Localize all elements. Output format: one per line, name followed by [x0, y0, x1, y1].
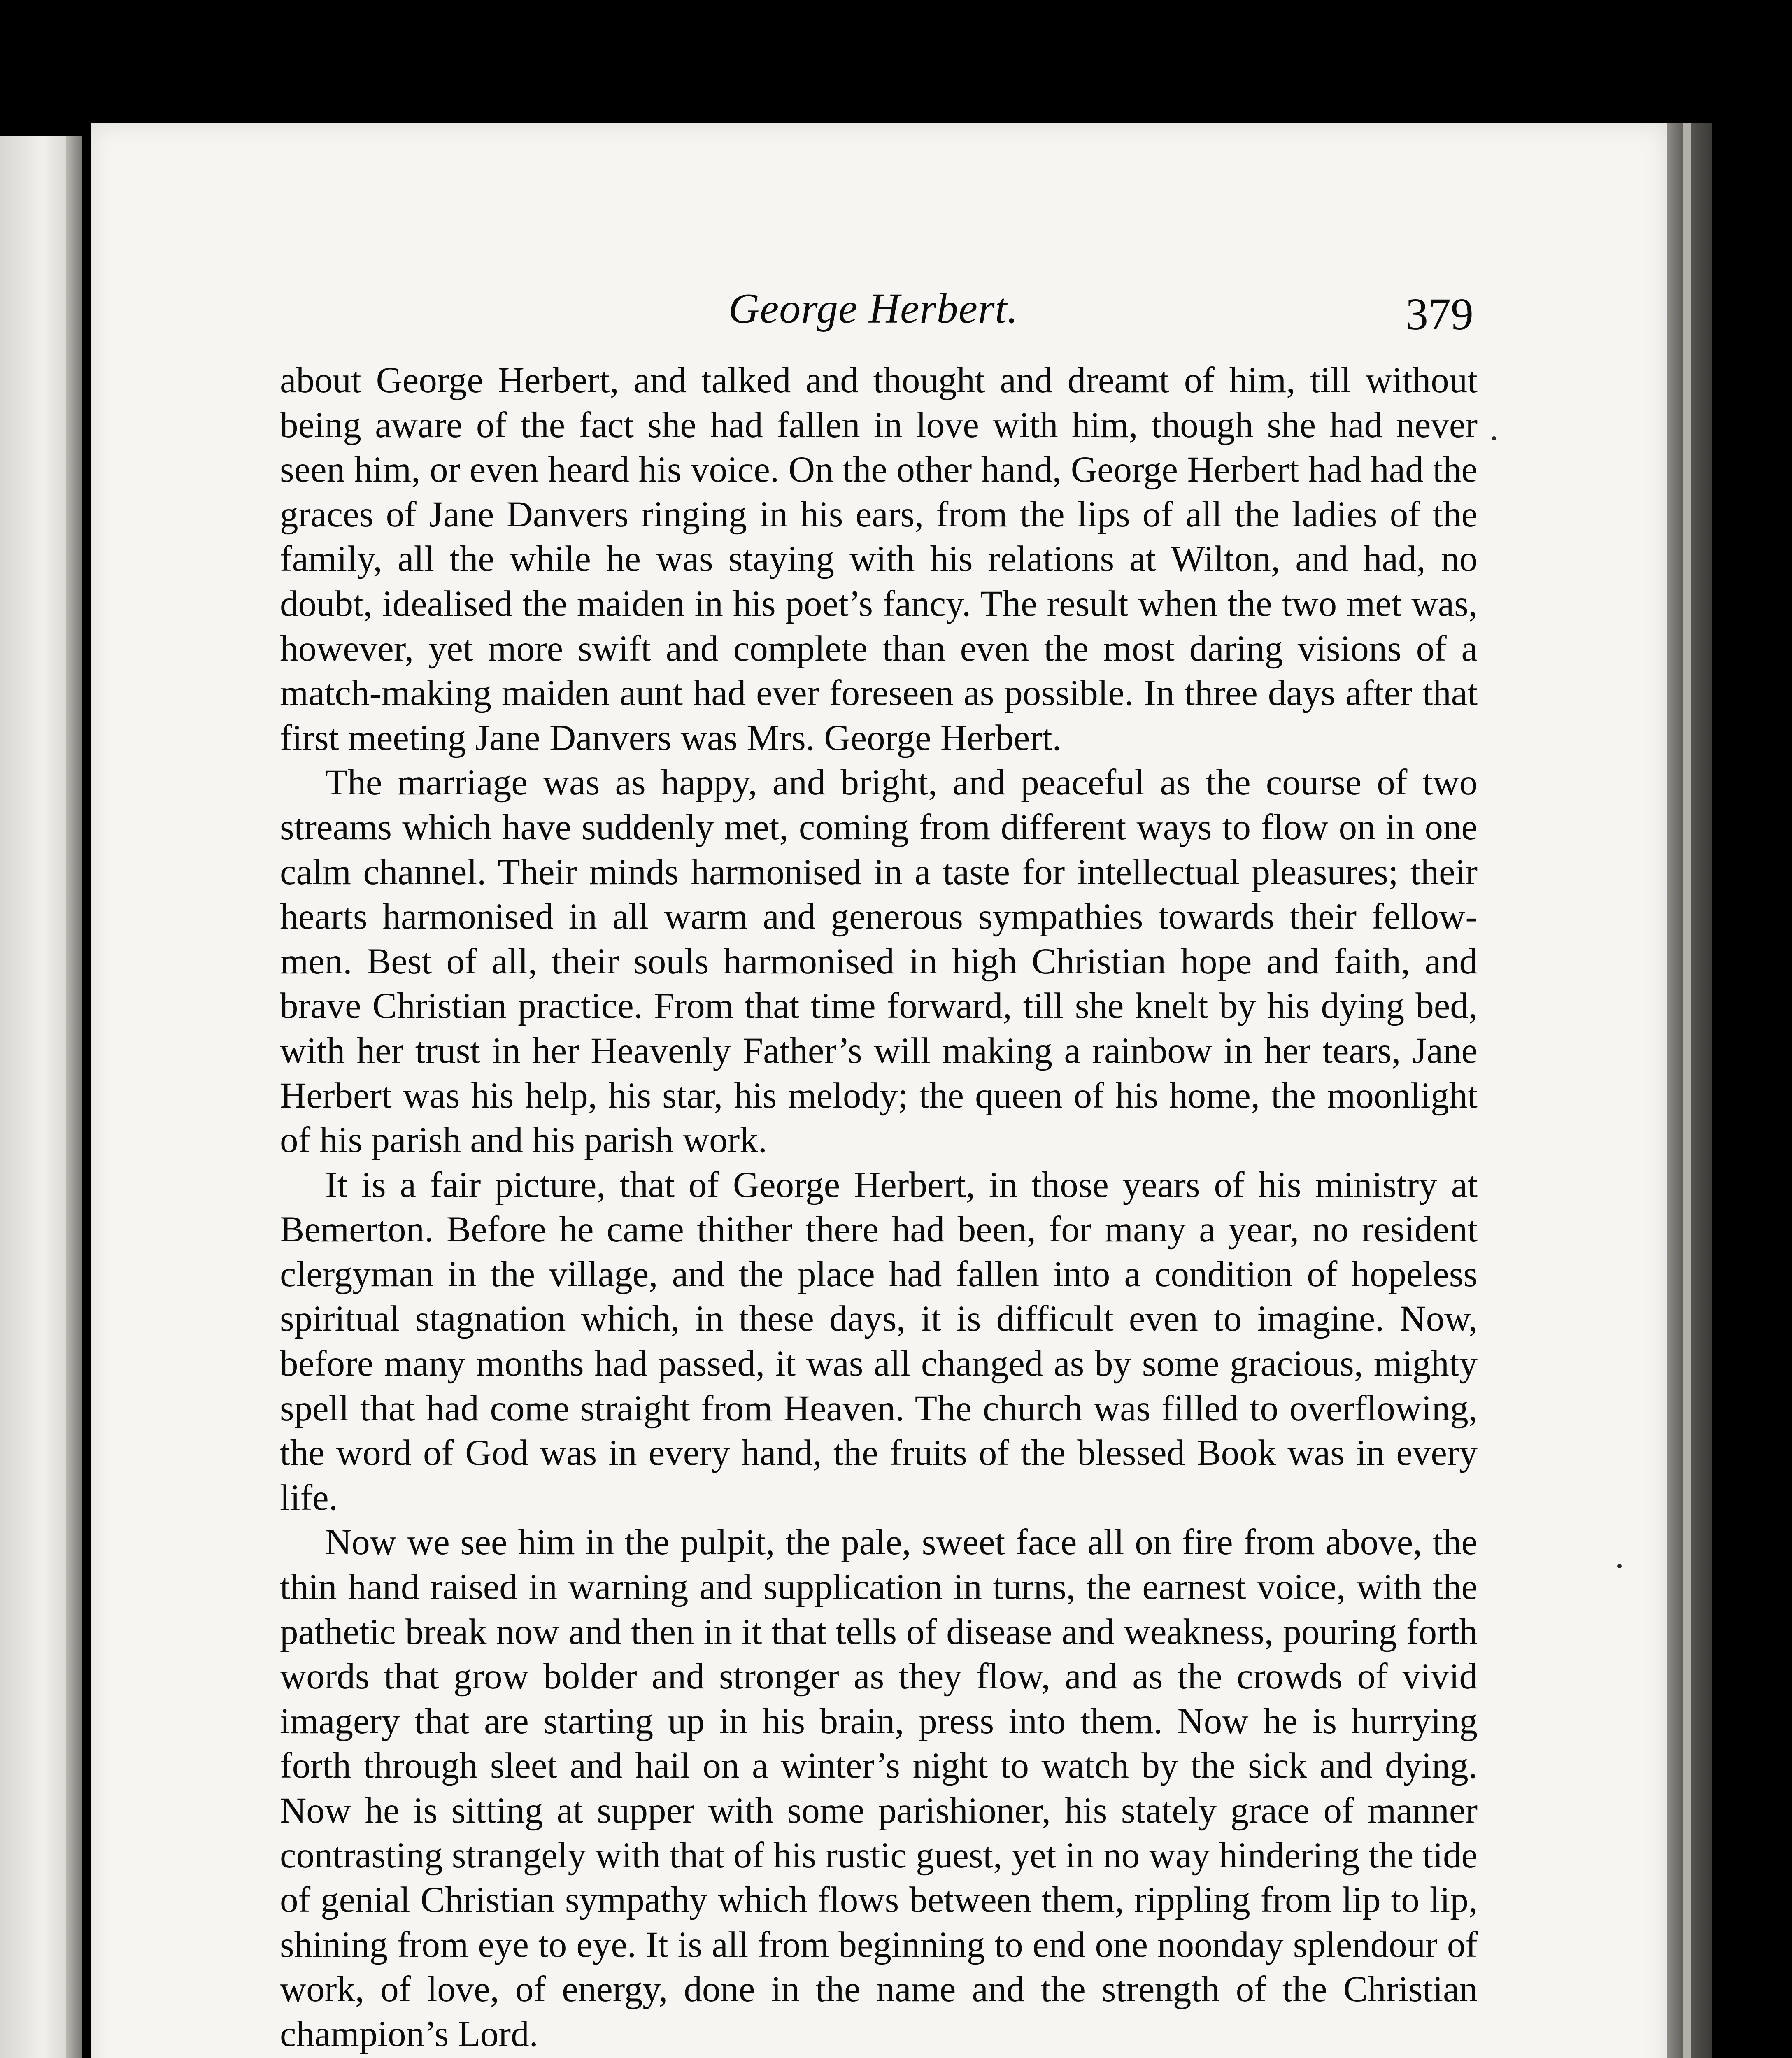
paragraph-4: Now we see him in the pulpit, the pale, sweet face all on fire from above, the thin hand raised in warning and supplication in turns, the earnest voice, with the pathetic break now and then in it that tells of disease and weakness, pouring forth words that grow bolder and stronger as they flow, and as the crowds of vivid imagery that are starting up in his brain, press into them. Now he is hurrying forth through sleet and hail on a winter’s night to watch by the sick and dying. Now he is sitting at supper with some parishioner, his stately grace of manner contrasting strangely with that of his rustic guest, yet in no way hindering the tide of genial Christian sympathy which flows between them, rippling from lip to lip, shining from eye to eye. It is all from beginning to end one noonday splendour of work, of love, of energy, done in the name and the strength of the Christian champion’s Lord.: [280, 1522, 1478, 2054]
page-edge-highlight: [1683, 123, 1691, 2058]
paragraph-2: The marriage was as happy, and bright, and peaceful as the course of two streams which have suddenly met, coming from different ways to flow on in one calm channel. Their minds harmonised in a taste for intellectual pleasures; their hearts harmonised in all warm and generous sympathies towards their fellow-men. Best of all, their souls harmonised in high Christian hope and faith, and brave Christian practice. From that time forward, till she knelt by his dying bed, with her trust in her Heavenly Father’s will making a rainbow in her tears, Jane Herbert was his help, his star, his melody; the queen of his home, the moonlight of his parish and his parish work.: [280, 762, 1478, 1161]
paragraph-1: about George Herbert, and talked and thought and dreamt of him, till without being aware of the fact she had fallen in love with him, though she had never seen him, or even heard his voice. On the other hand, George Herbert had had the graces of Jane Danvers ringing in his ears, from the lips of all the ladies of the family, all the while he was staying with his relations at Wilton, and had, no doubt, idealised the maiden in his poet’s fancy. The result when the two met was, however, yet more swift and complete than even the most daring visions of a match-making maiden aunt had ever foreseen as possible. In three days after that first meeting Jane Danvers was Mrs. George Herbert.: [280, 360, 1478, 758]
ink-speck: [1617, 1564, 1622, 1568]
paragraph-5: [280, 2057, 1478, 2058]
running-head: [198, 268, 1473, 338]
ink-speck: [1492, 436, 1496, 440]
page-number: 379: [1406, 289, 1473, 339]
running-title: George Herbert.: [728, 285, 1019, 332]
body-text: [280, 358, 1478, 2058]
previous-page-shadow: [66, 136, 82, 2058]
paragraph-3: It is a fair picture, that of George Herbert, in those years of his ministry at Bemerton. Before he came thither there had been, for many a year, no resident clergyman in the village, and the place had fallen into a condition of hopeless spiritual stagnation which, in these days, it is difficult even to imagine. Now, before many months had passed, it was all changed as by some gracious, mighty spell that had come straight from Heaven. The church was filled to overflowing, the word of God was in every hand, the fruits of the blessed Book was in every life.: [280, 1164, 1478, 1518]
